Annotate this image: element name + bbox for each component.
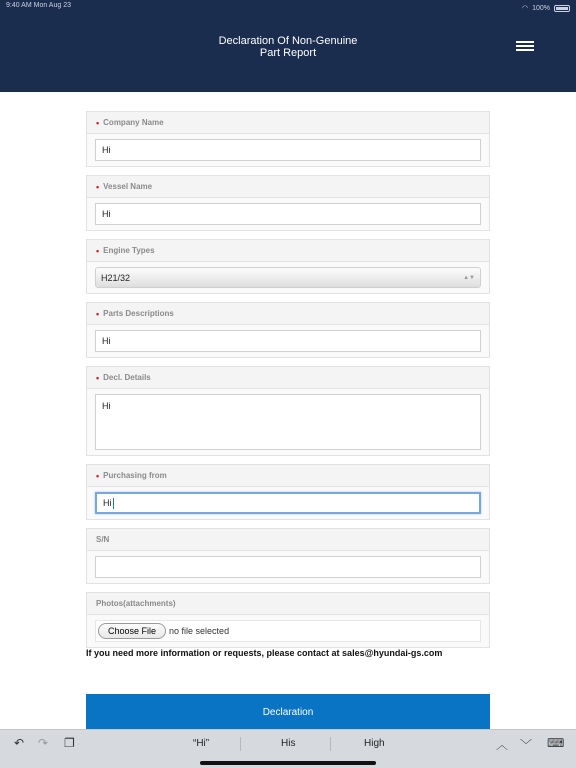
hamburger-menu-icon[interactable] bbox=[516, 41, 534, 51]
decl-details-label bbox=[87, 367, 489, 389]
page-title-line2: Part Report bbox=[259, 47, 317, 59]
engine-types-label-text: Engine Types bbox=[103, 246, 155, 255]
parts-descriptions-label-text: Parts Descriptions bbox=[103, 309, 174, 318]
required-marker: • bbox=[96, 117, 100, 128]
vessel-name-label-text: Vessel Name bbox=[103, 182, 153, 191]
decl-details-field bbox=[86, 366, 490, 456]
parts-descriptions-input[interactable]: Hi bbox=[95, 330, 481, 352]
photos-field bbox=[86, 592, 490, 648]
keyboard-shortcut-bar bbox=[0, 729, 576, 768]
choose-file-button[interactable]: Choose File bbox=[98, 623, 166, 639]
file-picker bbox=[95, 620, 481, 642]
suggestion-separator bbox=[330, 737, 331, 751]
required-marker: • bbox=[96, 372, 100, 383]
declaration-button[interactable]: Declaration bbox=[86, 694, 490, 730]
photos-label bbox=[87, 593, 489, 615]
company-name-label-text: Company Name bbox=[103, 118, 164, 127]
suggestion-2[interactable]: His bbox=[281, 738, 296, 749]
purchasing-from-label-text: Purchasing from bbox=[103, 471, 167, 480]
purchasing-from-field bbox=[86, 464, 490, 520]
chevron-down-icon[interactable]: ﹀ bbox=[520, 738, 533, 752]
battery-icon bbox=[554, 5, 570, 12]
sn-label-text: S/N bbox=[96, 535, 110, 544]
wifi-icon: ◠ bbox=[521, 5, 529, 12]
required-marker: • bbox=[96, 470, 100, 481]
company-name-input[interactable]: Hi bbox=[95, 139, 481, 161]
purchasing-from-value: Hi bbox=[103, 498, 112, 508]
purchasing-from-input[interactable] bbox=[95, 492, 481, 514]
engine-types-selected: H21/32 bbox=[101, 272, 131, 283]
required-marker: • bbox=[96, 181, 100, 192]
sn-input[interactable] bbox=[95, 556, 481, 578]
engine-types-label bbox=[87, 240, 489, 262]
page-title bbox=[0, 35, 576, 59]
sn-field bbox=[86, 528, 490, 584]
page-title-line1: Declaration Of Non-Genuine bbox=[218, 35, 358, 47]
parts-descriptions-field bbox=[86, 302, 490, 358]
engine-types-select[interactable] bbox=[95, 267, 481, 288]
redo-icon[interactable]: ↷ bbox=[38, 736, 49, 750]
app-header bbox=[0, 0, 576, 92]
file-status: no file selected bbox=[169, 626, 230, 636]
text-caret bbox=[113, 498, 114, 509]
sn-label bbox=[87, 529, 489, 551]
battery-percent: 100% bbox=[532, 4, 550, 12]
purchasing-from-label bbox=[87, 465, 489, 487]
company-name-field bbox=[86, 111, 490, 167]
company-name-label bbox=[87, 112, 489, 134]
chevron-up-icon[interactable]: ︿ bbox=[496, 738, 509, 752]
chevron-updown-icon: ▲▼ bbox=[463, 274, 475, 281]
keyboard-icon[interactable]: ⌨ bbox=[547, 736, 565, 750]
declaration-form bbox=[86, 111, 490, 656]
suggestion-1[interactable]: “Hi” bbox=[193, 738, 210, 749]
decl-details-textarea[interactable]: Hi bbox=[95, 394, 481, 450]
paste-icon[interactable]: ❐ bbox=[64, 736, 75, 750]
status-right bbox=[522, 2, 570, 14]
required-marker: • bbox=[96, 245, 100, 256]
suggestion-3[interactable]: High bbox=[364, 738, 385, 749]
vessel-name-field bbox=[86, 175, 490, 231]
undo-icon[interactable]: ↶ bbox=[14, 736, 25, 750]
suggestion-separator bbox=[240, 737, 241, 751]
parts-descriptions-label bbox=[87, 303, 489, 325]
engine-types-field bbox=[86, 239, 490, 294]
decl-details-label-text: Decl. Details bbox=[103, 373, 151, 382]
status-bar bbox=[6, 2, 570, 14]
required-marker: • bbox=[96, 308, 100, 319]
status-time: 9:40 AM Mon Aug 23 bbox=[6, 2, 71, 9]
vessel-name-label bbox=[87, 176, 489, 198]
home-indicator[interactable] bbox=[200, 761, 376, 765]
photos-label-text: Photos(attachments) bbox=[96, 599, 176, 608]
contact-text: If you need more information or requests, please contact at sales@hyundai-gs.com bbox=[86, 648, 443, 658]
vessel-name-input[interactable]: Hi bbox=[95, 203, 481, 225]
